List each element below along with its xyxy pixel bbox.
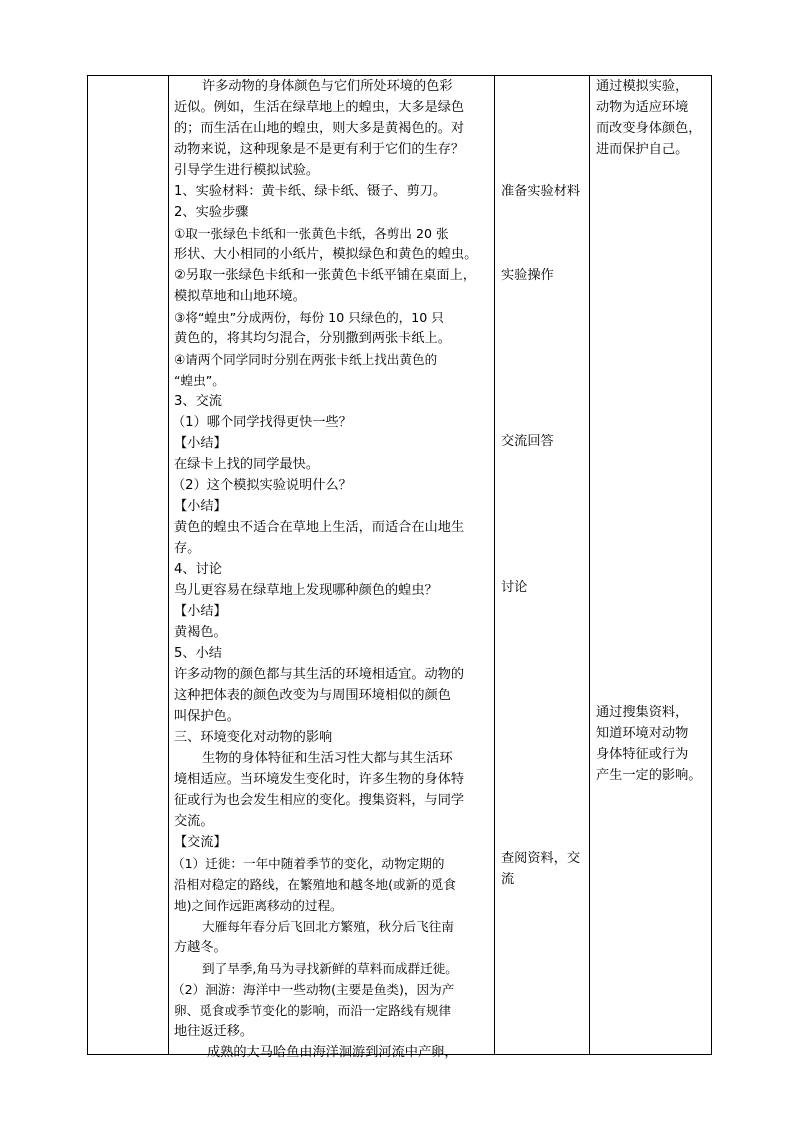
content-line: 境相适应。当环境发生变化时，许多生物的身体特	[174, 772, 465, 787]
content-line: 黄褐色。	[174, 625, 227, 640]
content-line: 引导学生进行模拟试验。	[174, 163, 320, 178]
content-line: 形状、大小相同的小纸片，模拟绿色和黄色的蝗虫。	[174, 247, 478, 262]
content-line: 地往返迁移。	[174, 1024, 254, 1039]
content-line: 到了旱季,角马为寻找新鲜的草料而成群迁徙。	[202, 961, 458, 976]
design-intent-cell	[590, 76, 712, 1055]
content-line: 交流。	[174, 814, 214, 829]
content-line: （2）这个模拟实验说明什么？	[172, 478, 352, 493]
content-line: 【小结】	[174, 604, 227, 619]
content-line: ③将“蝗虫”分成两份，每份 10 只绿色的，10 只	[174, 310, 444, 325]
content-line: 动物来说，这种现象是不是更有利于它们的生存？	[174, 142, 465, 157]
design-intent-line: 而改变身体颜色，	[596, 121, 702, 136]
content-line: 3、交流	[174, 394, 222, 409]
table-row	[88, 76, 712, 1055]
lesson-plan-table	[87, 75, 712, 1060]
content-line: 2、实验步骤	[174, 205, 249, 220]
content-line: 存。	[174, 541, 201, 556]
content-line: ④请两个同学同时分别在两张卡纸上找出黄色的	[174, 352, 438, 367]
content-line: （1）迁徙：一年中随着季节的变化，动物定期的	[172, 856, 445, 871]
content-line: 成熟的大马哈鱼由海洋洄游到河流中产卵，	[207, 1045, 458, 1060]
content-line: 【交流】	[174, 835, 227, 850]
design-intent-line: 产生一定的影响。	[596, 768, 702, 783]
content-line: 大雁每年春分后飞回北方繁殖，秋分后飞往南	[202, 919, 454, 934]
content-line: 1、实验材料：黄卡纸、绿卡纸、镊子、剪刀。	[174, 184, 447, 199]
content-line: 4、讨论	[174, 562, 222, 577]
content-line: 黄色的，将其均匀混合，分别撒到两张卡纸上。	[174, 331, 451, 346]
content-line: 在绿卡上找的同学最快。	[174, 457, 320, 472]
student-activity-item: 实验操作	[501, 268, 554, 283]
student-activity-item: 交流回答	[501, 434, 554, 449]
stage-column-cell	[88, 76, 169, 1055]
content-line: 黄色的蝗虫不适合在草地上生活，而适合在山地生	[174, 520, 465, 535]
student-activity-item: 查阅资料，交	[501, 851, 581, 866]
content-line: （2）洄游：海洋中一些动物(主要是鱼类)，因为产	[172, 982, 455, 997]
content-line: 5、小结	[174, 646, 222, 661]
content-line: ①取一张绿色卡纸和一张黄色卡纸，各剪出 20 张	[174, 226, 449, 241]
design-intent-line: 通过搜集资料，	[596, 705, 689, 720]
content-line: 鸟儿更容易在绿草地上发现哪种颜色的蝗虫？	[174, 583, 438, 598]
content-line: 卵、觅食或季节变化的影响，而沿一定路线有规律	[174, 1003, 452, 1018]
content-line: 生物的身体特征和生活习性大都与其生活环	[202, 751, 453, 766]
section-heading: 三、环境变化对动物的影响	[174, 730, 333, 745]
content-line: “蝗虫”。	[174, 373, 225, 388]
content-line: 的；而生活在山地的蝗虫，则大多是黄褐色的。对	[174, 121, 465, 136]
content-line: 征或行为也会发生相应的变化。搜集资料，与同学	[174, 793, 465, 808]
content-line: ②另取一张绿色卡纸和一张黄色卡纸平铺在桌面上，	[174, 268, 476, 283]
design-intent-line: 动物为适应环境	[596, 100, 689, 115]
design-intent-line: 身体特征或行为	[596, 747, 689, 762]
student-activity-item: 流	[501, 872, 515, 887]
student-activity-item: 讨论	[501, 580, 528, 595]
content-line: 模拟草地和山地环境。	[174, 289, 306, 304]
design-intent-line: 知道环境对动物	[596, 726, 689, 741]
content-line: 方越冬。	[174, 940, 227, 955]
content-line: 【小结】	[174, 436, 227, 451]
content-line: 许多动物的身体颜色与它们所处环境的色彩	[202, 79, 453, 94]
student-activity-item: 准备实验材料	[501, 184, 581, 199]
content-line: （1）哪个同学找得更快一些？	[172, 415, 352, 430]
content-line: 近似。例如，生活在绿草地上的蝗虫，大多是绿色	[174, 100, 465, 115]
design-intent-line: 进而保护自己。	[596, 142, 689, 157]
student-activity-cell	[495, 76, 590, 1055]
content-line: 许多动物的颜色都与其生活的环境相适宜。动物的	[174, 667, 465, 682]
content-line: 叫保护色。	[174, 709, 240, 724]
teaching-content-cell	[169, 76, 495, 1060]
content-line: 【小结】	[174, 499, 227, 514]
content-line: 地)之间作远距离移动的过程。	[174, 898, 343, 913]
content-line: 这种把体表的颜色改变为与周围环境相似的颜色	[174, 688, 451, 703]
content-line: 沿相对稳定的路线，在繁殖地和越冬地(或新的觅食	[174, 877, 456, 892]
design-intent-line: 通过模拟实验，	[596, 79, 689, 94]
